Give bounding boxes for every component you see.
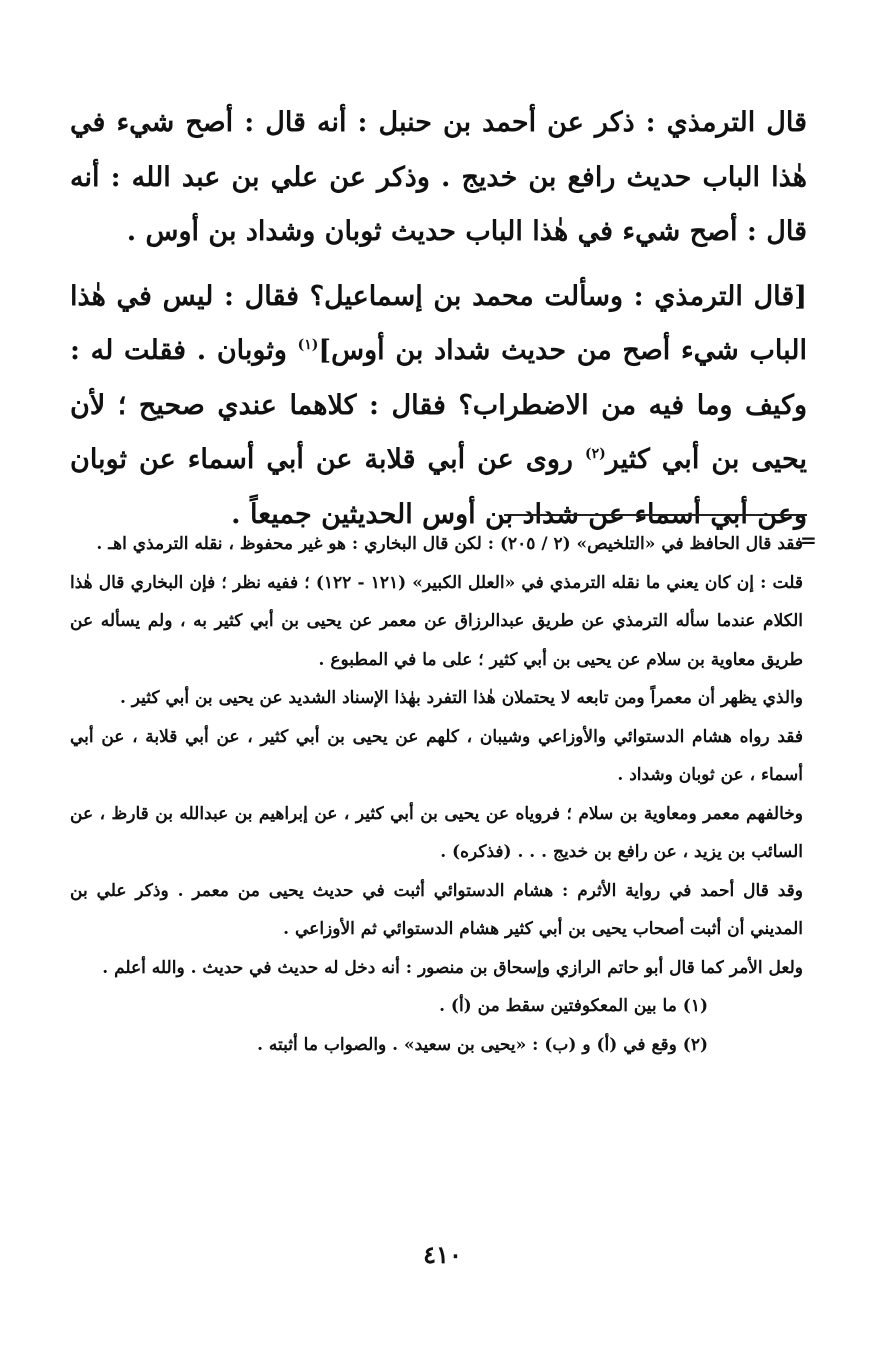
main-paragraph-1: قال الترمذي : ذكر عن أحمد بن حنبل : أنه قال : أصح شيء في هٰذا الباب حديث رافع بن خديج . وذكر عن علي بن عبد الله : أنه قال : أصح شيء في هٰذا الباب حديث ثوبان وشداد بن أوس . xyxy=(70,107,807,247)
main-paragraph-2 xyxy=(70,270,807,543)
note-continuation-3: والذي يظهر أن معمراً ومن تابعه لا يحتملان هٰذا التفرد بهٰذا الإسناد الشديد عن يحيى بن أبي كثير . xyxy=(119,688,803,708)
paragraph-2-part-c: روى عن أبي قلابة عن أبي أسماء عن ثوبان وعن أبي أسماء عن شداد بن أوس الحديثين جميعاً . xyxy=(70,444,807,530)
footnote-ref-2: (٢) xyxy=(584,446,606,462)
main-text xyxy=(70,96,807,552)
footnote-ref-1: (١) xyxy=(297,337,319,353)
footnote-1: (١) ما بين المعكوفتين سقط من (أ) . xyxy=(439,996,708,1016)
footnote-2: (٢) وقع في (أ) و (ب) : «يحيى بن سعيد» . والصواب ما أثبته . xyxy=(257,1034,708,1055)
note-continuation-1: فقد قال الحافظ في «التلخيص» (٢ / ٢٠٥) : لكن قال البخاري : هو غير محفوظ ، نقله الترمذي اهـ . xyxy=(96,534,803,554)
note-continuation-5: وخالفهم معمر ومعاوية بن سلام ؛ فروياه عن يحيى بن أبي كثير ، عن إبراهيم بن عبدالله بن قارظ ، عن السائب بن يزيد ، عن رافع بن خديج . . . (فذكره) . xyxy=(70,803,803,862)
note-continuation-4: فقد رواه هشام الدستوائي والأوزاعي وشيبان ، كلهم عن يحيى بن أبي كثير ، عن أبي قلابة ، عن أبي أسماء ، عن ثوبان وشداد . xyxy=(70,726,803,785)
page-number: ٤١٠ xyxy=(423,1240,462,1269)
paragraph-2-part-b: وثوبان . فقلت له : وكيف وما فيه من الاضطراب؟ فقال : كلاهما عندي صحيح ؛ لأن يحيى بن أبي كثير xyxy=(70,335,807,475)
note-continuation-6: وقد قال أحمد في رواية الأثرم : هشام الدستوائي أثبت في حديث يحيى من معمر . وذكر علي بن المديني أن أثبت أصحاب يحيى بن أبي كثير هشام الدستوائي ثم الأوزاعي . xyxy=(70,880,803,939)
footnotes xyxy=(70,525,803,1064)
note-continuation-2: قلت : إن كان يعني ما نقله الترمذي في «العلل الكبير» (١٢١ - ١٢٢) ؛ ففيه نظر ؛ فإن البخاري قال هٰذا الكلام عندما سأله الترمذي عن طريق عبدالرزاق عن معمر عن يحيى بن أبي كثير به ، ولم يسأله عن طريق معاوية بن سلام عن يحيى بن أبي كثير ؛ على ما في المطبوع . xyxy=(70,572,803,670)
paragraph-2-part-a: [قال الترمذي : وسألت محمد بن إسماعيل؟ فقال : ليس في هٰذا الباب شيء أصح من حديث شداد بن أوس] xyxy=(70,280,807,366)
note-continuation-7: ولعل الأمر كما قال أبو حاتم الرازي وإسحاق بن منصور : أنه دخل له حديث في حديث . والله أعلم . xyxy=(102,957,803,978)
footnote-separator xyxy=(504,514,807,516)
continuation-mark: = xyxy=(800,528,817,552)
